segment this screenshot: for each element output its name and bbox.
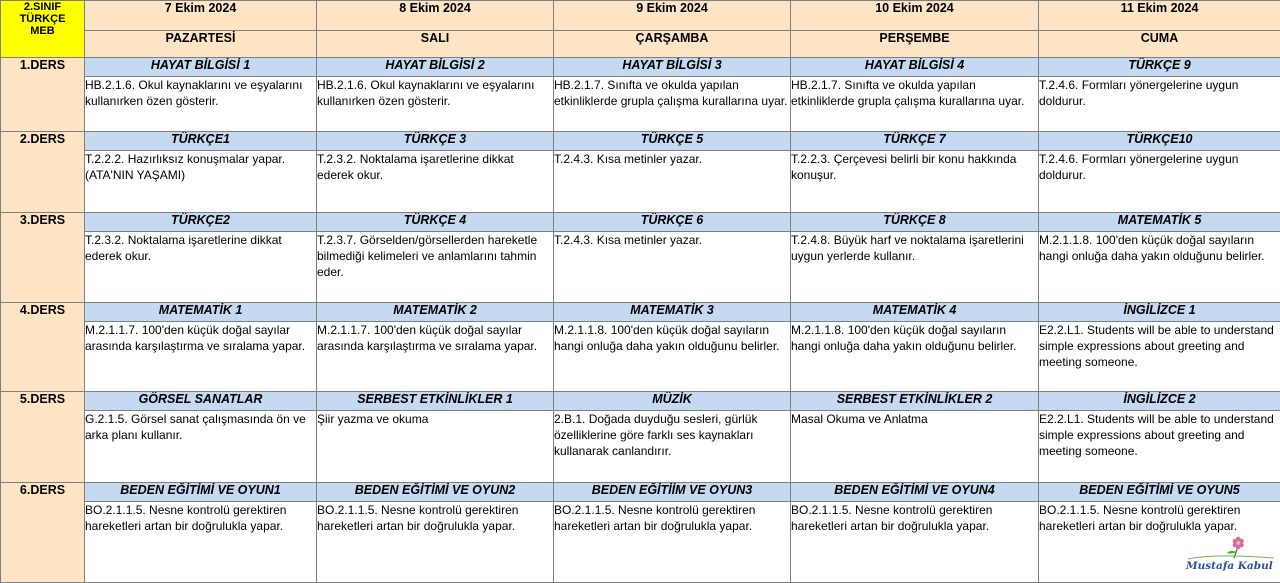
day-cell: PERŞEMBE: [791, 31, 1039, 58]
subject-title: HAYAT BİLGİSİ 3: [554, 58, 791, 77]
learning-outcome: T.2.4.8. Büyük harf ve noktalama işaretlerini uygun yerlerde kullanır.: [791, 232, 1039, 303]
date-cell: 8 Ekim 2024: [317, 1, 554, 31]
subject-row: [1, 213, 1280, 232]
learning-outcome: HB.2.1.6. Okul kaynaklarını ve eşyalarını kullanırken özen gösterir.: [317, 77, 554, 132]
date-cell: 9 Ekim 2024: [554, 1, 791, 31]
subject-title: TÜRKÇE 6: [554, 213, 791, 232]
subject-title: HAYAT BİLGİSİ 2: [317, 58, 554, 77]
learning-outcome: T.2.4.6. Formları yönergelerine uygun doldurur.: [1039, 151, 1280, 213]
subject-title: MÜZİK: [554, 392, 791, 411]
learning-outcome: T.2.4.6. Formları yönergelerine uygun doldurur.: [1039, 77, 1280, 132]
subject-title: İNGİLİZCE 1: [1039, 303, 1280, 322]
author-signature-text: Mustafa Kabul: [1186, 560, 1273, 572]
learning-outcome: G.2.1.5. Görsel sanat çalışmasında ön ve arka planı kullanır.: [85, 411, 317, 483]
day-cell: CUMA: [1039, 31, 1280, 58]
subject-title: MATEMATİK 4: [791, 303, 1039, 322]
learning-outcome: HB.2.1.7. Sınıfta ve okulda yapılan etkinliklerde grupla çalışma kurallarına uyar.: [791, 77, 1039, 132]
learning-outcome: M.2.1.1.8. 100'den küçük doğal sayıların hangi onluğa daha yakın olduğunu belirler.: [791, 322, 1039, 392]
subject-row: [1, 58, 1280, 77]
learning-outcome: HB.2.1.7. Sınıfta ve okulda yapılan etkinliklerde grupla çalışma kurallarına uyar.: [554, 77, 791, 132]
subject-title: BEDEN EĞİTİMİ VE OYUN2: [317, 483, 554, 502]
outcome-row: [1, 232, 1280, 303]
subject-title: MATEMATİK 3: [554, 303, 791, 322]
learning-outcome: E2.2.L1. Students will be able to understand simple expressions about greeting and meeting someone.: [1039, 411, 1280, 483]
subject-title: BEDEN EĞİTİMİ VE OYUN1: [85, 483, 317, 502]
subject-title: BEDEN EĞİTİMİ VE OYUN5: [1039, 483, 1280, 502]
learning-outcome: T.2.2.2. Hazırlıksız konuşmalar yapar.(ATA'NIN YAŞAMI): [85, 151, 317, 213]
subject-title: BEDEN EĞİTİMİ VE OYUN4: [791, 483, 1039, 502]
learning-outcome: BO.2.1.1.5. Nesne kontrolü gerektiren hareketleri artan bir doğrulukla yapar.: [1039, 502, 1280, 583]
date-cell: 7 Ekim 2024: [85, 1, 317, 31]
subject-title: TÜRKÇE 7: [791, 132, 1039, 151]
learning-outcome: BO.2.1.1.5. Nesne kontrolü gerektiren hareketleri artan bir doğrulukla yapar.: [85, 502, 317, 583]
learning-outcome: T.2.3.2. Noktalama işaretlerine dikkat ederek okur.: [317, 151, 554, 213]
class-source-label: MEB: [30, 25, 55, 37]
subject-title: MATEMATİK 5: [1039, 213, 1280, 232]
subject-row: [1, 392, 1280, 411]
learning-outcome: BO.2.1.1.5. Nesne kontrolü gerektiren hareketleri artan bir doğrulukla yapar.: [554, 502, 791, 583]
class-grade-label: 2.SINIF: [23, 1, 62, 13]
lesson-label: 1.DERS: [1, 58, 85, 132]
outcome-row: [1, 322, 1280, 392]
learning-outcome: T.2.4.3. Kısa metinler yazar.: [554, 232, 791, 303]
subject-title: SERBEST ETKİNLİKLER 2: [791, 392, 1039, 411]
learning-outcome: HB.2.1.6. Okul kaynaklarını ve eşyalarını kullanırken özen gösterir.: [85, 77, 317, 132]
learning-outcome: M.2.1.1.8. 100'den küçük doğal sayıların hangi onluğa daha yakın olduğunu belirler.: [554, 322, 791, 392]
subject-title: BEDEN EĞİTİİM VE OYUN3: [554, 483, 791, 502]
learning-outcome: BO.2.1.1.5. Nesne kontrolü gerektiren hareketleri artan bir doğrulukla yapar.: [317, 502, 554, 583]
flower-icon: [1186, 536, 1276, 560]
date-cell: 11 Ekim 2024: [1039, 1, 1280, 31]
subject-title: HAYAT BİLGİSİ 1: [85, 58, 317, 77]
subject-title: TÜRKÇE 3: [317, 132, 554, 151]
subject-title: TÜRKÇE10: [1039, 132, 1280, 151]
lesson-label: 2.DERS: [1, 132, 85, 213]
subject-title: TÜRKÇE 9: [1039, 58, 1280, 77]
subject-row: [1, 483, 1280, 502]
learning-outcome: T.2.3.2. Noktalama işaretlerine dikkat ederek okur.: [85, 232, 317, 303]
learning-outcome: T.2.4.3. Kısa metinler yazar.: [554, 151, 791, 213]
learning-outcome: M.2.1.1.7. 100'den küçük doğal sayılar arasında karşılaştırma ve sıralama yapar.: [317, 322, 554, 392]
subject-title: TÜRKÇE1: [85, 132, 317, 151]
subject-title: TÜRKÇE2: [85, 213, 317, 232]
subject-title: TÜRKÇE 4: [317, 213, 554, 232]
learning-outcome: T.2.3.7. Görselden/görsellerden hareketle bilmediği kelimeleri ve anlamlarını tahmin eder.: [317, 232, 554, 303]
subject-title: TÜRKÇE 8: [791, 213, 1039, 232]
day-cell: SALI: [317, 31, 554, 58]
lesson-label: 5.DERS: [1, 392, 85, 483]
learning-outcome: T.2.2.3. Çerçevesi belirli bir konu hakkında konuşur.: [791, 151, 1039, 213]
subject-title: MATEMATİK 2: [317, 303, 554, 322]
class-subject-label: TÜRKÇE: [19, 13, 66, 25]
learning-outcome: E2.2.L1. Students will be able to understand simple expressions about greeting and meeting someone.: [1039, 322, 1280, 392]
learning-outcome: M.2.1.1.7. 100'den küçük doğal sayılar arasında karşılaştırma ve sıralama yapar.: [85, 322, 317, 392]
subject-title: SERBEST ETKİNLİKLER 1: [317, 392, 554, 411]
day-cell: PAZARTESİ: [85, 31, 317, 58]
subject-title: GÖRSEL SANATLAR: [85, 392, 317, 411]
outcome-row: [1, 151, 1280, 213]
subject-row: [1, 303, 1280, 322]
lesson-label: 4.DERS: [1, 303, 85, 392]
outcome-row: [1, 411, 1280, 483]
outcome-row: [1, 77, 1280, 132]
outcome-row: [1, 502, 1280, 583]
learning-outcome: Masal Okuma ve Anlatma: [791, 411, 1039, 483]
learning-outcome: 2.B.1. Doğada duyduğu sesleri, gürlük özelliklerine göre farklı ses kaynakları kullanarak canlandırır.: [554, 411, 791, 483]
day-header-row: [1, 31, 1280, 58]
class-label-cell: [1, 1, 85, 58]
subject-title: MATEMATİK 1: [85, 303, 317, 322]
subject-title: İNGİLİZCE 2: [1039, 392, 1280, 411]
author-signature-logo: [1186, 536, 1276, 580]
date-cell: 10 Ekim 2024: [791, 1, 1039, 31]
learning-outcome: BO.2.1.1.5. Nesne kontrolü gerektiren hareketleri artan bir doğrulukla yapar.: [791, 502, 1039, 583]
learning-outcome: Şiir yazma ve okuma: [317, 411, 554, 483]
day-cell: ÇARŞAMBA: [554, 31, 791, 58]
lesson-label: 6.DERS: [1, 483, 85, 583]
lesson-label: 3.DERS: [1, 213, 85, 303]
subject-title: HAYAT BİLGİSİ 4: [791, 58, 1039, 77]
date-header-row: [1, 1, 1280, 31]
subject-row: [1, 132, 1280, 151]
subject-title: TÜRKÇE 5: [554, 132, 791, 151]
learning-outcome: M.2.1.1.8. 100'den küçük doğal sayıların hangi onluğa daha yakın olduğunu belirler.: [1039, 232, 1280, 303]
